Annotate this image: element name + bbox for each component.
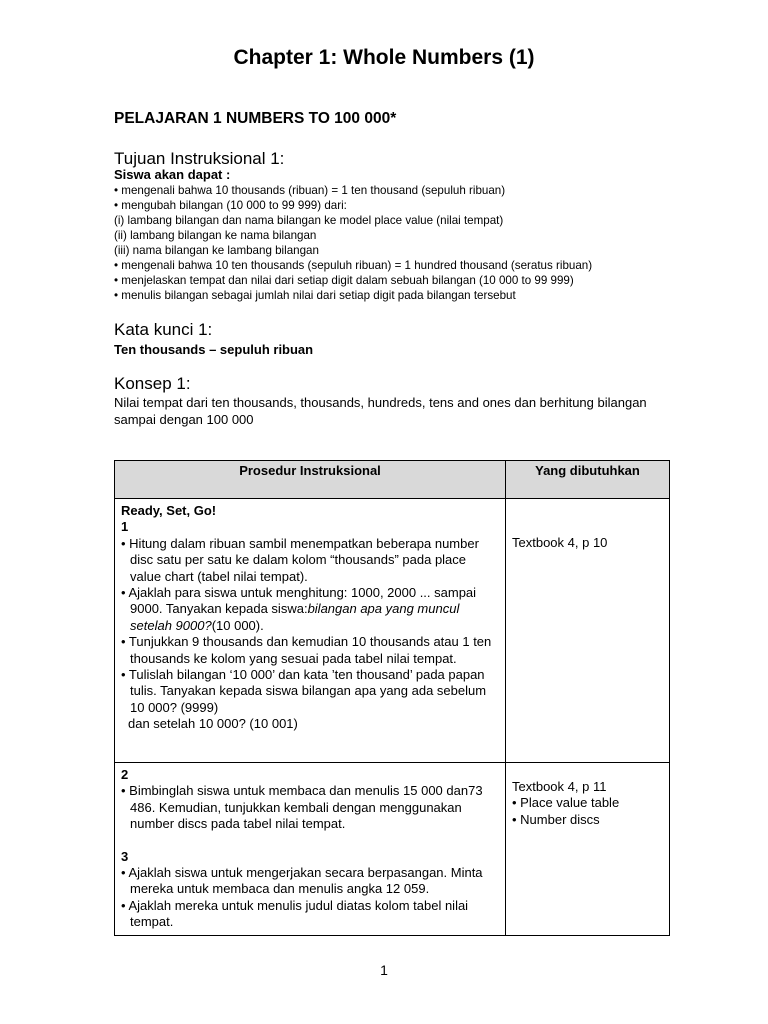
- objective-intro: Siswa akan dapat :: [114, 167, 231, 182]
- procedure-step: • Tunjukkan 9 thousands dan kemudian 10 thousands atau 1 ten thousands ke kolom yang sesuai pada tabel nilai tempat.: [121, 634, 492, 666]
- objective-line: • menjelaskan tempat dan nilai dari setiap digit dalam sebuah bilangan (10 000 to 99 999): [114, 274, 574, 287]
- page-title: Chapter 1: Whole Numbers (1): [233, 46, 535, 69]
- keyword-text: Ten thousands – sepuluh ribuan: [114, 342, 314, 357]
- table-row: [115, 499, 670, 763]
- step-text: • Ajaklah para siswa untuk menghitung: 1000, 2000 ... sampai 9000. Tanyakan kepada siswa:: [121, 585, 477, 617]
- resource-text: Textbook 4, p 11: [512, 779, 607, 794]
- procedure-step: • Ajaklah siswa untuk mengerjakan secara berpasangan. Minta mereka untuk membaca dan menulis angka 12 059.: [121, 865, 483, 897]
- resource-item: • Number discs: [512, 811, 600, 827]
- procedure-step: [121, 585, 499, 634]
- procedure-step: • Hitung dalam ribuan sambil menempatkan beberapa number disc satu per satu ke dalam kolom “thousands” pada place value chart (tabel nilai tempat).: [121, 535, 479, 584]
- page-number: 1: [380, 962, 388, 978]
- objective-heading: Tujuan Instruksional 1:: [114, 149, 285, 168]
- objective-line: (ii) lambang bilangan ke nama bilangan: [114, 229, 317, 242]
- procedure-step-continued: dan setelah 10 000? (10 001): [128, 716, 298, 732]
- procedure-cell: [115, 499, 506, 763]
- table-row: [115, 763, 670, 936]
- procedure-step: • Bimbinglah siswa untuk membaca dan menulis 15 000 dan73 486. Kemudian, tunjukkan kembali dengan menggunakan number discs pada tabel nilai tempat.: [121, 783, 483, 832]
- activity-heading: Ready, Set, Go!: [121, 503, 217, 518]
- objective-line: • menulis bilangan sebagai jumlah nilai dari setiap digit pada bilangan tersebut: [114, 289, 516, 302]
- lesson-heading: PELAJARAN 1 NUMBERS TO 100 000*: [114, 110, 397, 127]
- header-procedure: Prosedur Instruksional: [115, 461, 506, 499]
- objective-line: (i) lambang bilangan dan nama bilangan ke model place value (nilai tempat): [114, 214, 504, 227]
- procedure-step: • Tulislah bilangan ‘10 000’ dan kata ’ten thousand’ pada papan tulis. Tanyakan kepada siswa bilangan apa yang ada sebelum 10 000? (9999): [121, 667, 487, 715]
- header-resources: Yang dibutuhkan: [506, 461, 670, 499]
- step-number: 2: [121, 767, 129, 782]
- resource-cell: [506, 763, 670, 936]
- keyword-heading: Kata kunci 1:: [114, 320, 213, 339]
- procedure-cell: [115, 763, 506, 936]
- answer-text: (10 000).: [211, 617, 264, 633]
- objective-line: (iii) nama bilangan ke lambang bilangan: [114, 244, 319, 257]
- resource-item: • Place value table: [512, 795, 620, 811]
- concept-heading: Konsep 1:: [114, 374, 191, 393]
- step-number: 1: [121, 519, 129, 535]
- table-header-row: [115, 461, 670, 499]
- objective-line: • mengenali bahwa 10 ten thousands (sepuluh ribuan) = 1 hundred thousand (seratus ribuan): [114, 259, 593, 272]
- resource-cell: [506, 499, 670, 763]
- concept-text: Nilai tempat dari ten thousands, thousands, hundreds, tens and ones dan berhitung bilangan sampai dengan 100 000: [114, 395, 647, 427]
- objective-line: • mengubah bilangan (10 000 to 99 999) dari:: [114, 199, 347, 212]
- procedure-table: [114, 460, 670, 936]
- objective-list: [114, 183, 592, 303]
- objective-line: • mengenali bahwa 10 thousands (ribuan) = 1 ten thousand (sepuluh ribuan): [114, 184, 506, 197]
- resource-text: Textbook 4, p 10: [512, 535, 608, 550]
- question-text: bilangan apa yang muncul setelah 9000?: [130, 601, 460, 633]
- procedure-step: • Ajaklah mereka untuk menulis judul diatas kolom tabel nilai tempat.: [121, 897, 469, 930]
- step-number: 3: [121, 848, 129, 864]
